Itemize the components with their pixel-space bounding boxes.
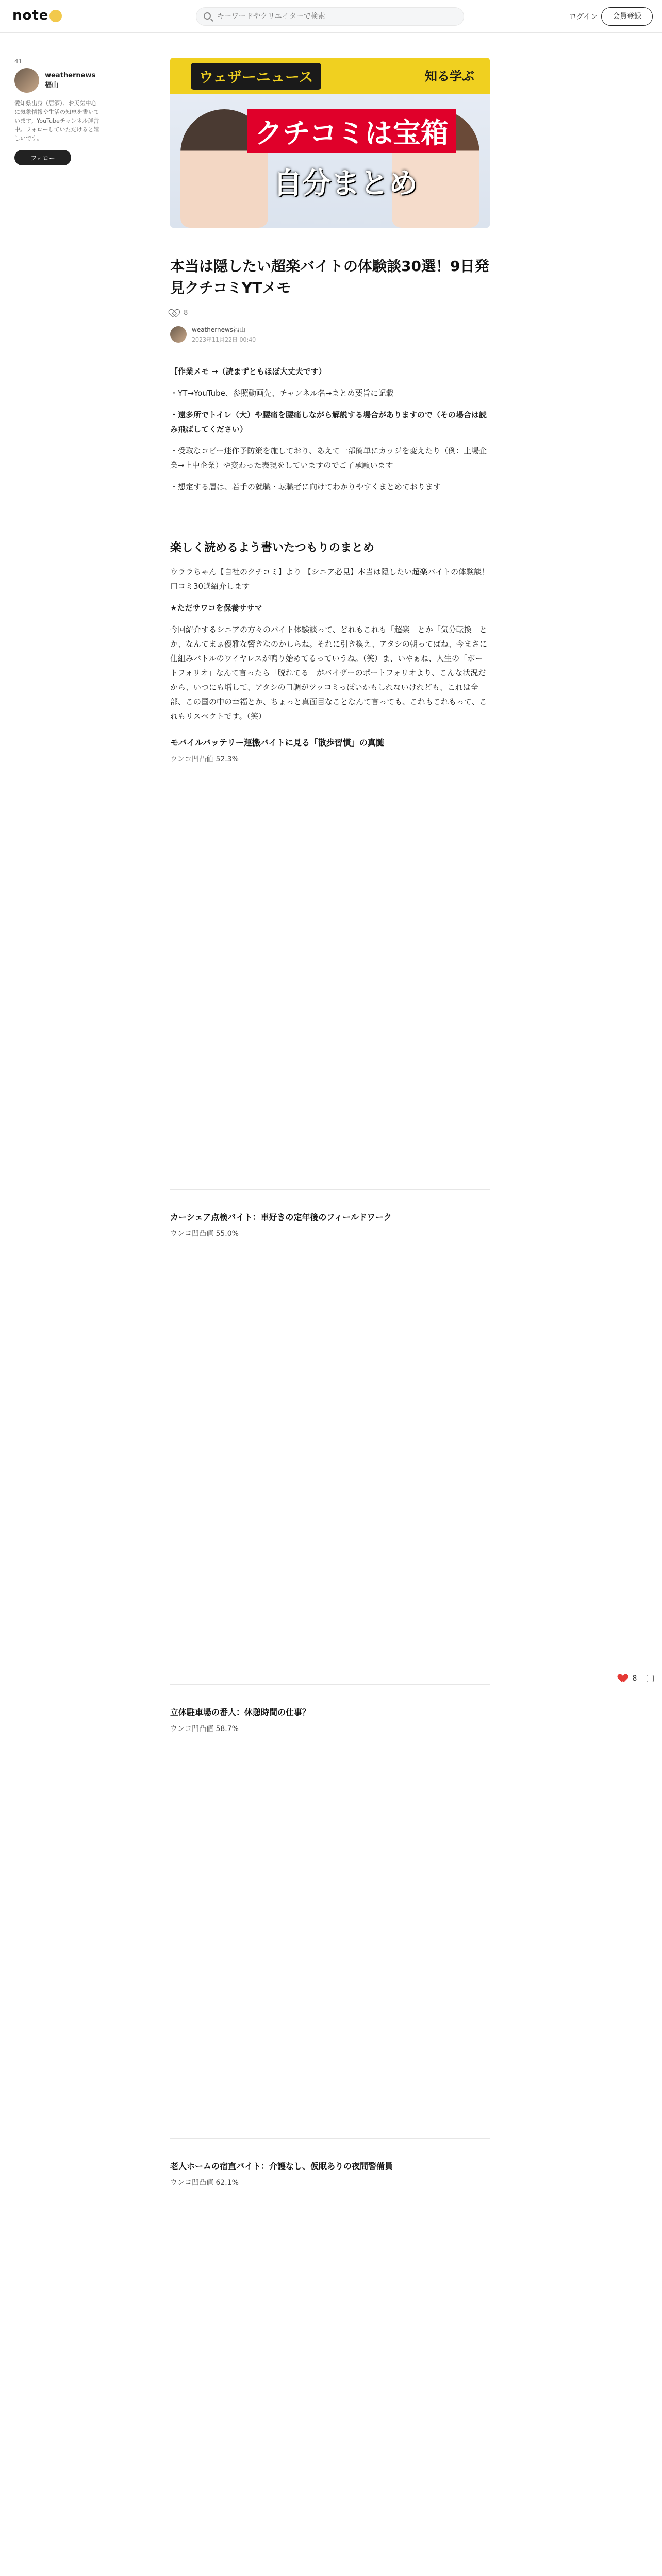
job-block [170, 736, 490, 767]
job-rate: ウンコ凹凸値 55.0% [170, 1230, 239, 1238]
floating-like-icon[interactable] [619, 1674, 628, 1683]
like-heart-icon[interactable] [170, 310, 178, 317]
hero-image [170, 58, 490, 228]
job-block [170, 2159, 490, 2190]
article-title: 本当は隠したい超楽バイトの体験談30選！9日発見クチコミYTメモ [170, 258, 489, 296]
creator-count: 41 [14, 58, 23, 65]
author-avatar[interactable] [170, 326, 187, 343]
article-main [170, 58, 490, 2576]
intro-line: ・想定する層は、若手の就職・転職者に向けてわかりやすくまとめております [170, 482, 441, 492]
job-text-area [170, 1736, 490, 2117]
article-body [170, 364, 490, 2576]
intro-heading: 【作業メモ →（読まずともほぼ大丈夫です） [170, 367, 326, 376]
like-count: 8 [184, 309, 188, 317]
hero-title-main: クチコミは宝箱 [247, 109, 456, 153]
divider [170, 1684, 490, 1685]
job-block [170, 1210, 490, 1241]
job-text-area [170, 1241, 490, 1664]
job-text-area [170, 2190, 490, 2576]
share-icon[interactable] [647, 1675, 654, 1682]
creator-avatar[interactable] [14, 68, 39, 93]
author-row [170, 325, 490, 344]
like-row [170, 309, 490, 317]
divider [170, 2138, 490, 2139]
job-rate: ウンコ凹凸値 52.3% [170, 755, 239, 764]
search-box[interactable] [196, 7, 464, 26]
publish-date: 2023年11月22日 00:40 [192, 336, 256, 343]
job-block [170, 1705, 490, 1736]
job-heading: カーシェア点検バイト：車好きの定年後のフィールドワーク [170, 1212, 392, 1222]
job-text-area [170, 767, 490, 1168]
hero-title-sub: 自分まとめ [273, 167, 418, 200]
search-icon [204, 12, 211, 20]
creator-sidebar [14, 58, 102, 165]
login-link[interactable]: ログイン [569, 13, 598, 21]
floating-like-count: 8 [632, 1674, 637, 1683]
divider [170, 1189, 490, 1190]
job-rate: ウンコ凹凸値 62.1% [170, 2179, 239, 2187]
follow-button[interactable]: フォロー [14, 150, 71, 165]
section-paragraph: 今回紹介するシニアの方々のバイト体験談って、どれもこれも「超楽」とか「気分転換」とか、なんてまぁ優雅な響きなのかしらね。それに引き換え、アタシの朝ってばね、今まさに仕組みバトルのワイヤレスが鳴り始めてるっていうね。（笑）ま、いやぁね、人生の「ボートフォリオ」なんて言ったら「脱れてる」がバイザーのポートフォリオより、こんな状況だから、いつにも増して、アタシの口調がツッコミっぽいかもしれないけれども、これは全部、この国の中の幸福とか、ちょっと真面目なことなんて言っても、これもこれもって、これもリスペクトです。（笑） [170, 625, 487, 721]
job-rate: ウンコ凹凸値 58.7% [170, 1725, 239, 1733]
job-heading: 立体駐車場の番人：休憩時間の仕事？ [170, 1707, 311, 1717]
logo-badge-icon [49, 10, 62, 22]
section-sub: ★ただサワコを保養ササマ [170, 603, 262, 613]
note-logo[interactable]: note [12, 8, 62, 23]
signup-button[interactable]: 会員登録 [601, 7, 653, 26]
job-heading: 老人ホームの宿直バイト：介護なし、仮眠ありの夜間警備員 [170, 2161, 393, 2171]
section-intro: ウララちゃん【自社のクチコミ】より 【シニア必見】本当は隠したい超楽バイトの体験談！口コミ30選紹介します [170, 567, 490, 591]
creator-name[interactable]: weathernews福山 [45, 72, 96, 89]
search-input[interactable] [217, 11, 454, 22]
floating-actions [619, 1674, 654, 1683]
hero-band-left: ウェザーニュース [191, 63, 321, 90]
author-name[interactable]: weathernews福山 [192, 326, 246, 333]
hero-band-right: 知る学ぶ [425, 69, 474, 83]
site-header [0, 0, 662, 33]
intro-line: ・YT→YouTube、参照動画先、チャンネル名→まとめ要旨に記載 [170, 388, 394, 398]
job-heading: モバイルバッテリー運搬バイトに見る「散歩習慣」の真髄 [170, 738, 384, 748]
section-heading: 楽しく読めるよう書いたつもりのまとめ [170, 541, 375, 554]
intro-line: ・受取なコピー迷作予防策を施しており、あえて一部簡単にカッジを変えたり（例：上場企業→上中企業）や変わった表現をしていますのでご了承願います [170, 446, 487, 470]
intro-line: ・遠多所でトイレ（大）や腰痛を腰痛しながら解説する場合がありますので（その場合は読み飛ばしてください） [170, 410, 487, 434]
creator-description: 愛知県出身（居酒）。お天気中心に気象情報や生活の知恵を書いています。YouTubeチャンネル運営中。フォローしていただけると嬉しいです。 [14, 100, 100, 142]
